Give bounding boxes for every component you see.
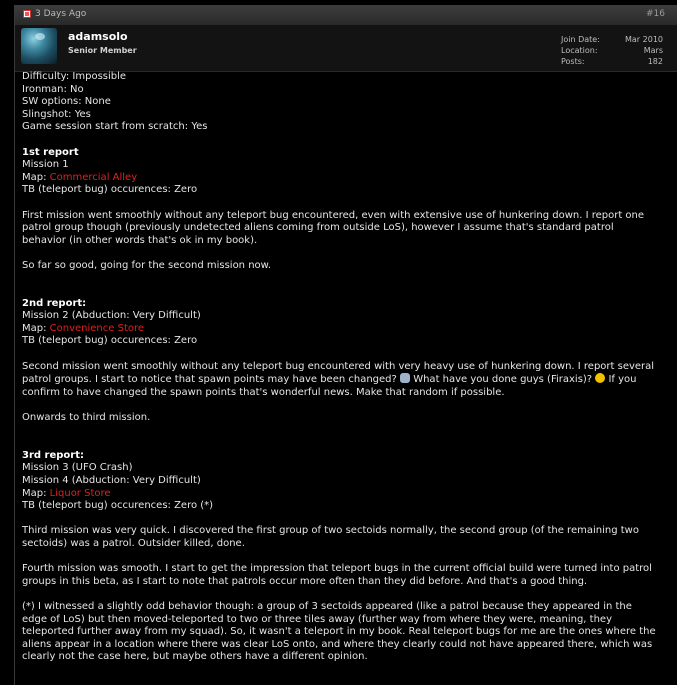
intro-line: Slingshot: Yes xyxy=(22,108,91,120)
paragraph-line: confirm to have changed the spawn points that's wonderful news. Make that random if possible. xyxy=(22,386,505,398)
paragraph-line: patrol groups. I start to notice that spawn points may have been changed? What have you done guys (Firaxis)? If you xyxy=(22,374,637,386)
paragraph-line: edge of LoS) but then moved-teleported to two or three tiles away (further way from where they were, meaning, they xyxy=(22,613,612,625)
tb-line: TB (teleport bug) occurences: Zero xyxy=(22,335,198,347)
report-heading: 2nd report: xyxy=(22,297,87,309)
post-header xyxy=(15,5,677,26)
avatar[interactable] xyxy=(21,28,57,64)
paragraph-line: First mission went smoothly without any teleport bug encountered, even with extensive use of hunkering down. I report one xyxy=(22,209,645,221)
post-body xyxy=(22,71,668,664)
alien-smiley-icon xyxy=(400,373,410,383)
user-stats-values xyxy=(625,34,663,67)
mission-line: Mission 1 xyxy=(22,159,69,171)
paragraph-line: teleported further away from my squad). So, it wasn't a teleport in my book. Real teleport bugs for me are the ones where the xyxy=(22,626,656,638)
intro-line: Ironman: No xyxy=(22,83,84,95)
intro-line: SW options: None xyxy=(22,96,111,108)
map-link[interactable]: Commercial Alley xyxy=(49,171,138,183)
mission-line: Mission 4 (Abduction: Very Difficult) xyxy=(22,475,201,486)
location-value: Mars xyxy=(643,46,663,55)
paragraph-line: aliens appear in a location where there was clear LoS onto, and where they clearly could not have appeared there, which was xyxy=(22,638,653,650)
intro-line: Game session start from scratch: Yes xyxy=(22,121,208,133)
tb-line: TB (teleport bug) occurences: Zero (*) xyxy=(22,500,214,512)
map-link[interactable]: Liquor Store xyxy=(49,487,111,499)
smiley-icon xyxy=(595,373,605,383)
paragraph-line: Fourth mission was smooth. I start to get the impression that teleport bugs in the current official build were turned into patrol xyxy=(22,563,652,575)
intro-line: Difficulty: Impossible xyxy=(22,71,127,82)
post-date: 3 Days Ago xyxy=(35,9,87,19)
paragraph-line: clearly not the case here, but maybe others have a different opinion. xyxy=(22,651,368,663)
paragraph-line: Second mission went smoothly without any teleport bug encountered with very heavy use of hunkering down. I report several xyxy=(22,360,655,372)
tb-line: TB (teleport bug) occurences: Zero xyxy=(22,184,198,196)
map-line: Map: Commercial Alley xyxy=(22,171,138,183)
paragraph-line: Third mission was very quick. I discovered the first group of two sectoids normally, the second group (of the remaining two xyxy=(22,525,639,537)
paragraph-line: behavior (in other words that's ok in my book). xyxy=(22,234,258,246)
map-link[interactable]: Convenience Store xyxy=(49,322,145,334)
report-heading: 3rd report: xyxy=(22,449,84,461)
mission-line: Mission 3 (UFO Crash) xyxy=(22,462,133,474)
post-status-icon xyxy=(23,10,31,18)
map-line: Map: Liquor Store xyxy=(22,487,111,499)
paragraph-line: groups in this beta, as I start to note that patrols occur more often than they did before. And that's a good thing. xyxy=(22,575,588,587)
posts-label: Posts: xyxy=(561,57,585,66)
map-line: Map: Convenience Store xyxy=(22,322,145,334)
mission-line: Mission 2 (Abduction: Very Difficult) xyxy=(22,310,201,322)
paragraph-line: Onwards to third mission. xyxy=(22,412,151,424)
join-date-label: Join Date: xyxy=(561,35,600,44)
report-heading: 1st report xyxy=(22,146,79,158)
post-number-link[interactable]: #16 xyxy=(646,9,665,19)
forum-post xyxy=(14,5,677,685)
user-title: Senior Member xyxy=(68,46,137,55)
paragraph-line: So far so good, going for the second mission now. xyxy=(22,259,272,271)
paragraph-line: patrol group though (previously undetected aliens coming from outside LoS), however I assume that's standard patrol xyxy=(22,222,614,234)
user-info-bar xyxy=(15,25,677,72)
posts-count: 182 xyxy=(647,57,663,66)
username-link[interactable]: adamsolo xyxy=(68,30,128,43)
paragraph-line: sectoids) was a patrol. Outsider killed, done. xyxy=(22,537,245,549)
location-label: Location: xyxy=(561,46,598,55)
join-date-value: Mar 2010 xyxy=(625,35,663,44)
paragraph-line: (*) I witnessed a slightly odd behavior though: a group of 3 sectoids appeared (like a patrol because they appeared in the xyxy=(22,600,632,612)
user-stats-labels xyxy=(561,34,600,67)
